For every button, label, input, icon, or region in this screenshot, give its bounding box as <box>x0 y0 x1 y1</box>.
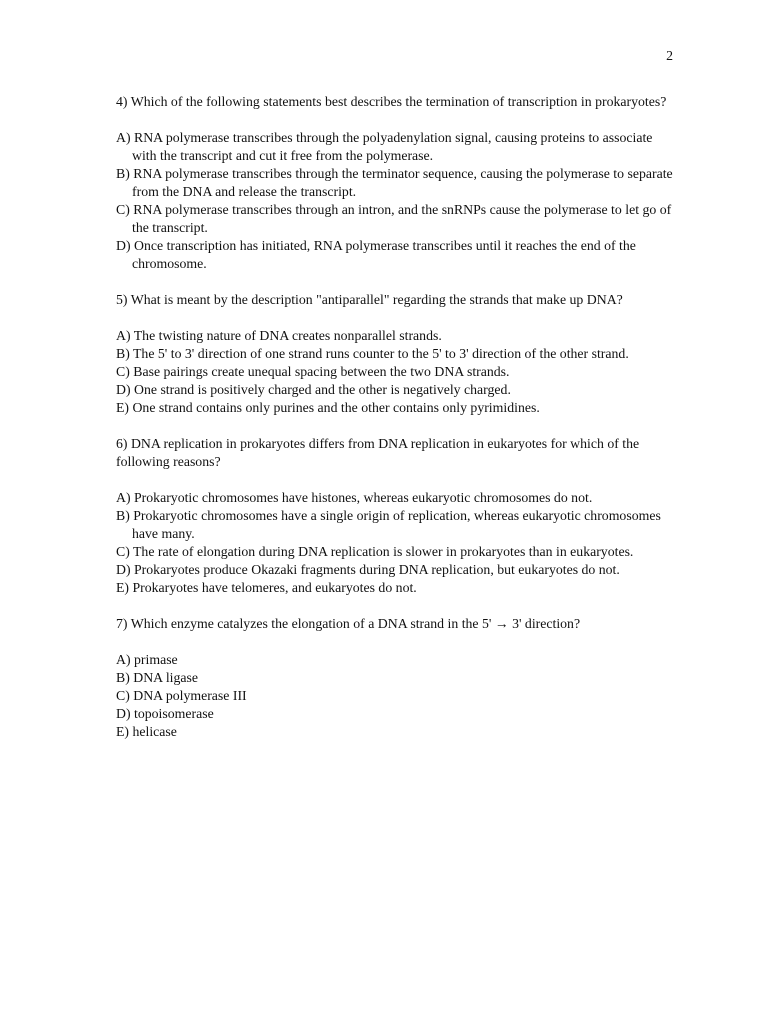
answer-options <box>116 327 676 417</box>
question-list <box>116 93 676 759</box>
answer-option-e: E) One strand contains only purines and the other contains only pyrimidines. <box>116 400 540 415</box>
answer-option-d: D) Prokaryotes produce Okazaki fragments during DNA replication, but eukaryotes do not. <box>116 562 620 577</box>
answer-option-a: A) Prokaryotic chromosomes have histones, whereas eukaryotic chromosomes do not. <box>116 490 593 505</box>
answer-option-a: A) RNA polymerase transcribes through the polyadenylation signal, causing proteins to associate with the transcript and cut it free from the polymerase. <box>116 130 653 163</box>
question-7 <box>116 615 676 741</box>
question-text: 7) Which enzyme catalyzes the elongation of a DNA strand in the 5' → 3' direction? <box>116 616 581 631</box>
question-5 <box>116 291 676 417</box>
answer-options <box>116 489 676 597</box>
answer-option-a: A) primase <box>116 652 178 667</box>
question-6 <box>116 435 676 597</box>
answer-option-b: B) The 5' to 3' direction of one strand runs counter to the 5' to 3' direction of the other strand. <box>116 346 629 361</box>
answer-option-a: A) The twisting nature of DNA creates nonparallel strands. <box>116 328 442 343</box>
answer-option-c: C) Base pairings create unequal spacing between the two DNA strands. <box>116 364 510 379</box>
answer-option-c: C) The rate of elongation during DNA replication is slower in prokaryotes than in eukaryotes. <box>116 544 634 559</box>
answer-option-b: B) Prokaryotic chromosomes have a single origin of replication, whereas eukaryotic chromosomes have many. <box>116 508 661 541</box>
answer-option-d: D) topoisomerase <box>116 706 214 721</box>
answer-options <box>116 651 676 741</box>
question-text: 6) DNA replication in prokaryotes differs from DNA replication in eukaryotes for which of the following reasons? <box>116 436 640 469</box>
question-4 <box>116 93 676 273</box>
answer-option-c: C) RNA polymerase transcribes through an intron, and the snRNPs cause the polymerase to let go of the transcript. <box>116 202 672 235</box>
answer-option-e: E) helicase <box>116 724 177 739</box>
question-text: 5) What is meant by the description "antiparallel" regarding the strands that make up DNA? <box>116 292 623 307</box>
answer-options <box>116 129 676 273</box>
answer-option-b: B) RNA polymerase transcribes through the terminator sequence, causing the polymerase to separate from the DNA and release the transcript. <box>116 166 673 199</box>
question-text: 4) Which of the following statements best describes the termination of transcription in prokaryotes? <box>116 94 667 109</box>
answer-option-e: E) Prokaryotes have telomeres, and eukaryotes do not. <box>116 580 417 595</box>
answer-option-b: B) DNA ligase <box>116 670 199 685</box>
answer-option-d: D) One strand is positively charged and the other is negatively charged. <box>116 382 511 397</box>
answer-option-c: C) DNA polymerase III <box>116 688 247 703</box>
page-number: 2 <box>666 48 673 63</box>
answer-option-d: D) Once transcription has initiated, RNA polymerase transcribes until it reaches the end of the chromosome. <box>116 238 636 271</box>
